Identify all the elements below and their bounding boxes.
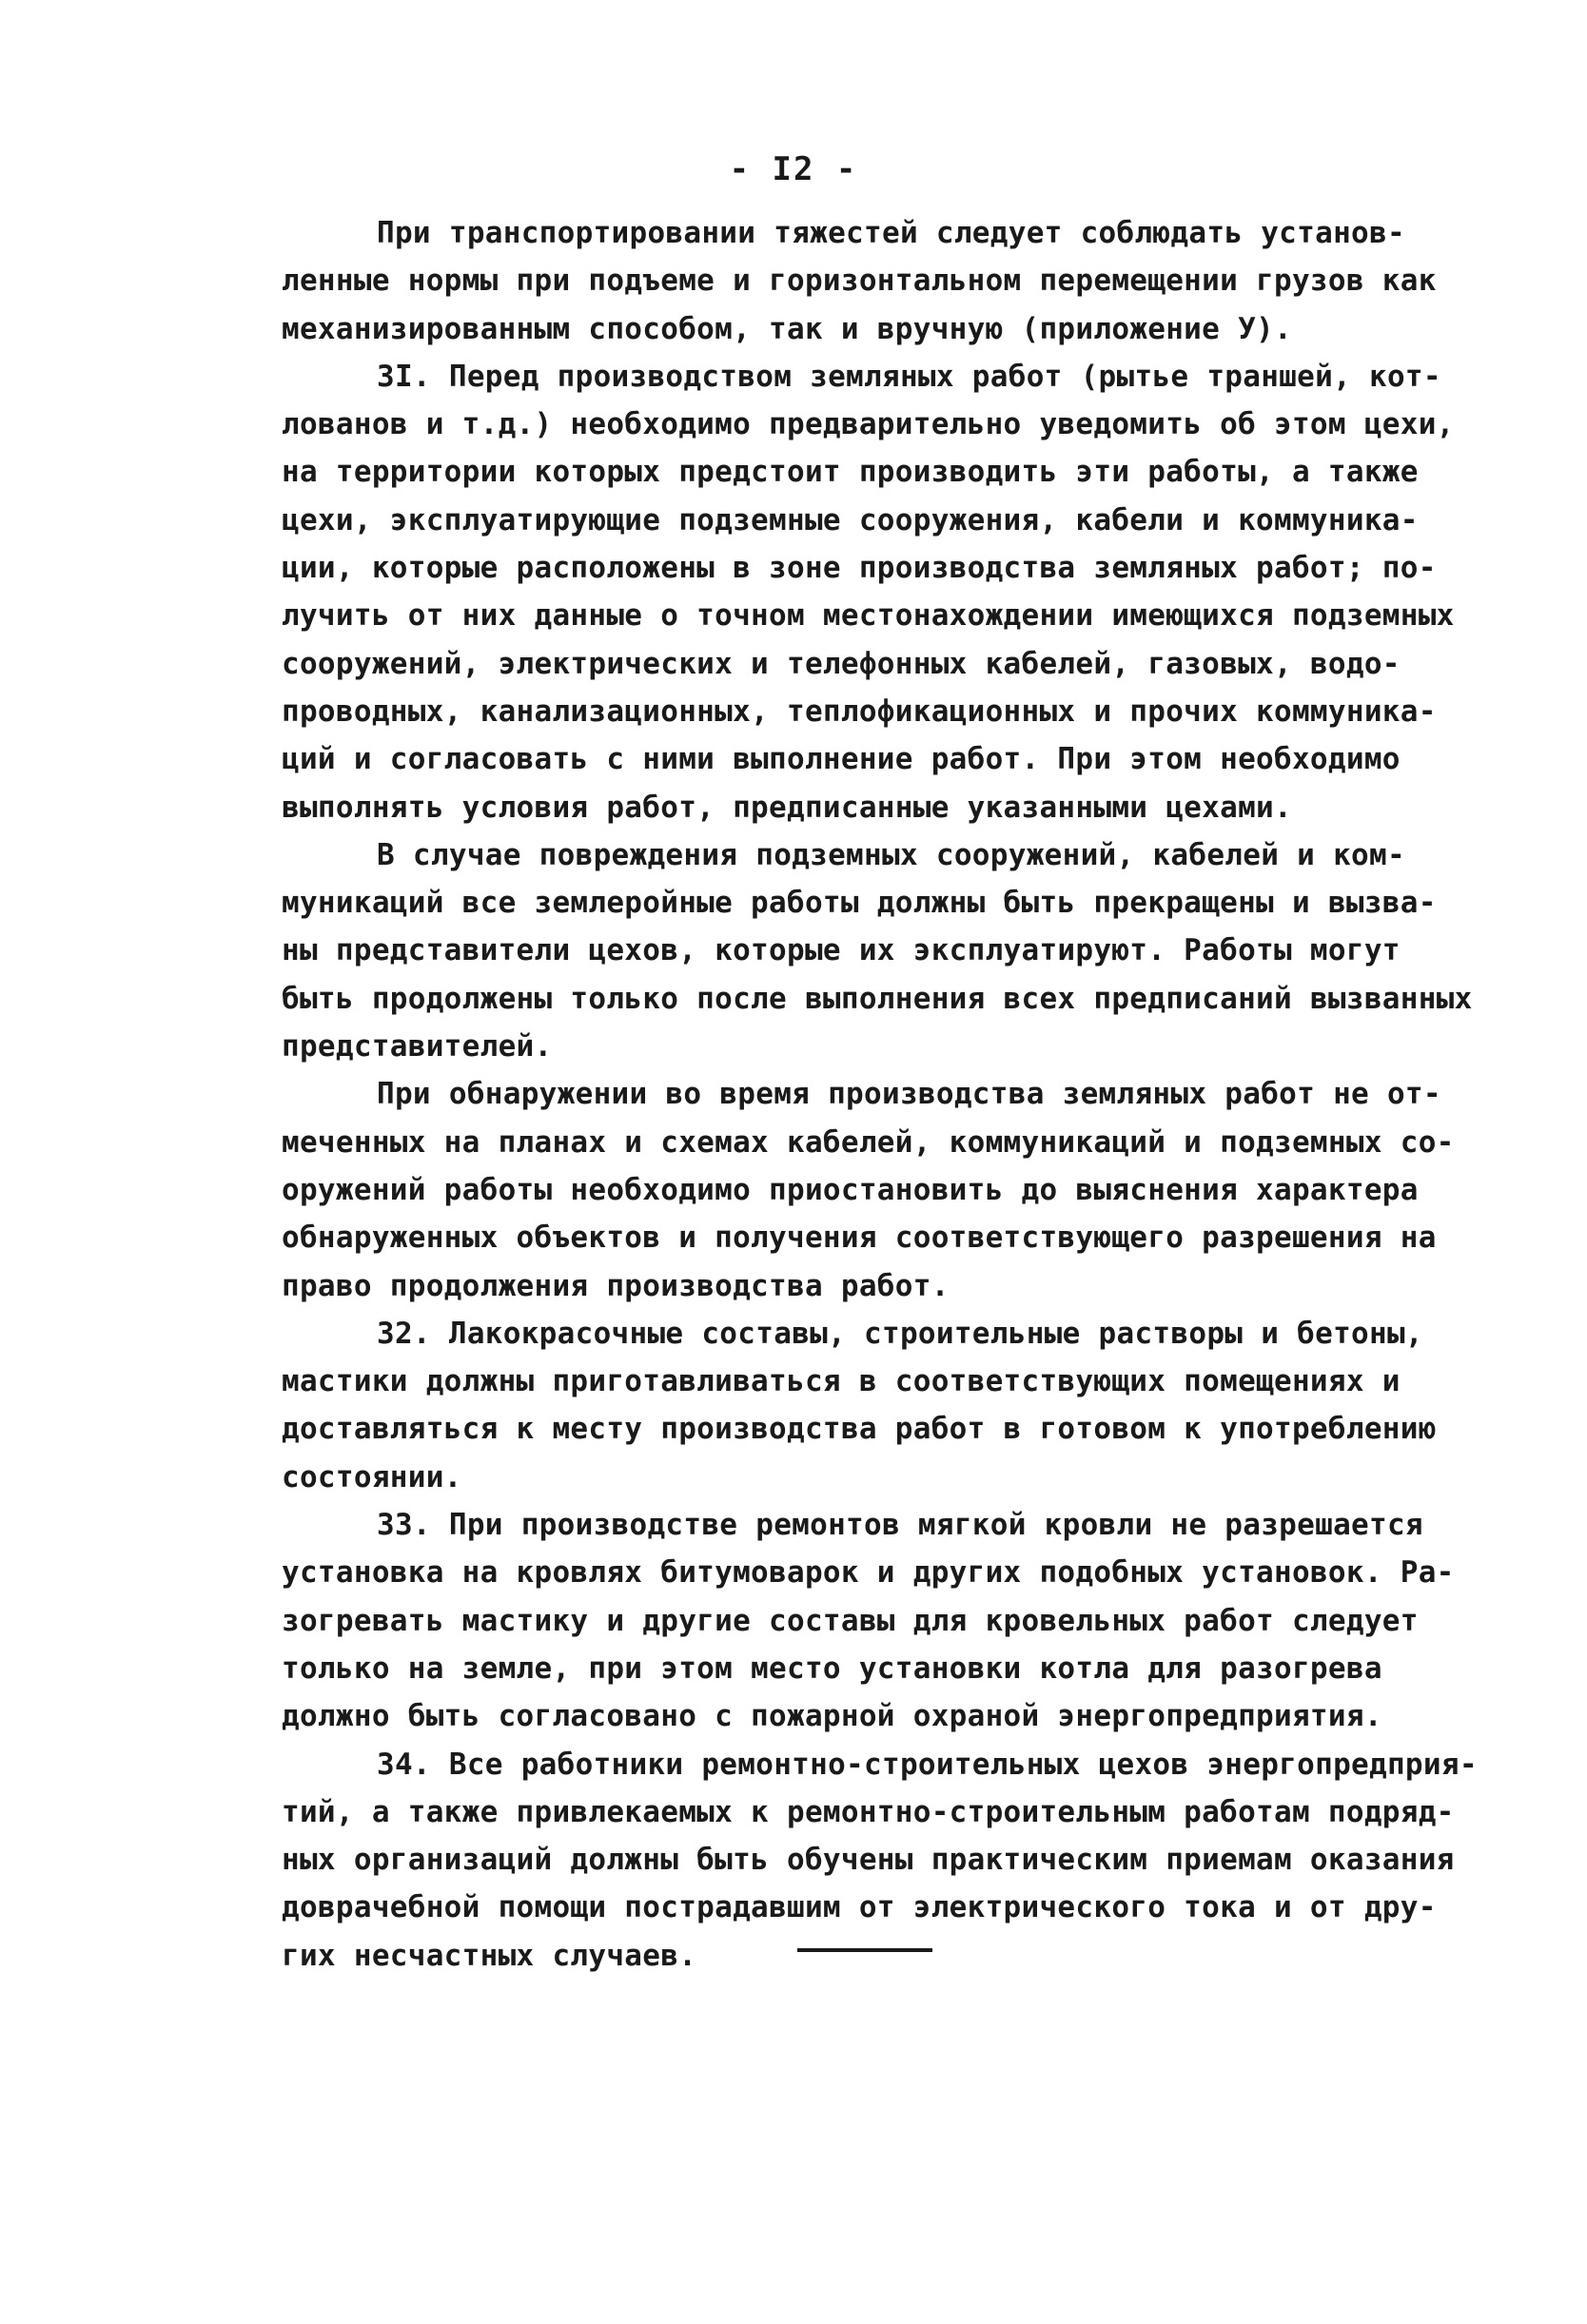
text-line: ных организаций должны быть обучены практическим приемам оказания (282, 1843, 1455, 1878)
text-line: При транспортировании тяжестей следует соблюдать установ- (377, 216, 1405, 250)
text-line: гих несчастных случаев. (282, 1938, 697, 1973)
text-line: право продолжения производства работ. (282, 1268, 950, 1303)
text-line: цехи, эксплуатирующие подземные сооружения, кабели и коммуника- (282, 502, 1419, 537)
text-line: обнаруженных объектов и получения соответствующего разрешения на (282, 1221, 1437, 1256)
text-line: состоянии. (282, 1459, 462, 1494)
text-line: 34. Все работники ремонтно-строительных цехов энергопредприя- (377, 1747, 1478, 1782)
text-line: выполнять условия работ, предписанные указанными цехами. (282, 790, 1292, 825)
text-line: проводных, канализационных, теплофикационных и прочих коммуника- (282, 693, 1437, 729)
text-line: 3I. Перед производством земляных работ (рытье траншей, кот- (377, 359, 1441, 394)
text-line: должно быть согласовано с пожарной охраной энергопредприятия. (282, 1699, 1382, 1734)
text-line: доврачебной помощи пострадавшим от электрического тока и от дру- (282, 1890, 1437, 1925)
text-line: 33. При производстве ремонтов мягкой кровли не разрешается (377, 1508, 1423, 1543)
text-line: При обнаружении во время производства земляных работ не от- (377, 1077, 1441, 1112)
end-rule (797, 1948, 932, 1952)
text-line: В случае повреждения подземных сооружений, кабелей и ком- (377, 837, 1405, 872)
text-line: быть продолжены только после выполнения всех предписаний вызванных (282, 981, 1473, 1016)
text-line: механизированным способом, так и вручную (приложение У). (282, 311, 1292, 346)
text-line: ленные нормы при подъеме и горизонтальном перемещении грузов как (282, 264, 1437, 299)
page-number: - I2 - (729, 150, 858, 188)
text-line: на территории которых предстоит производить эти работы, а также (282, 455, 1419, 490)
text-line: сооружений, электрических и телефонных кабелей, газовых, водо- (282, 646, 1401, 681)
text-line: меченных на планах и схемах кабелей, коммуникаций и подземных со- (282, 1124, 1455, 1160)
text-line: 32. Лакокрасочные составы, строительные растворы и бетоны, (377, 1316, 1423, 1351)
text-line: установка на кровлях битумоварок и других подобных установок. Ра- (282, 1555, 1455, 1591)
text-line: мастики должны приготавливаться в соответствующих помещениях и (282, 1364, 1401, 1399)
text-line: ции, которые расположены в зоне производства земляных работ; по- (282, 551, 1437, 586)
text-line: муникаций все землеройные работы должны быть прекращены и вызва- (282, 886, 1437, 921)
text-line: оружений работы необходимо приостановить до выяснения характера (282, 1172, 1419, 1207)
text-line: ны представители цехов, которые их эксплуатируют. Работы могут (282, 933, 1401, 968)
text-line: только на земле, при этом место установки котла для разогрева (282, 1650, 1382, 1686)
text-line: представителей. (282, 1029, 553, 1064)
text-line: тий, а также привлекаемых к ремонтно-строительным работам подряд- (282, 1794, 1455, 1829)
text-line: доставляться к месту производства работ в готовом к употреблению (282, 1412, 1437, 1447)
text-line: лованов и т.д.) необходимо предварительно уведомить об этом цехи, (282, 407, 1455, 442)
text-line: зогревать мастику и другие составы для кровельных работ следует (282, 1603, 1419, 1638)
text-line: лучить от них данные о точном местонахождении имеющихся подземных (282, 598, 1455, 634)
body-text (282, 209, 1480, 1980)
text-line: ций и согласовать с ними выполнение работ. При этом необходимо (282, 742, 1401, 777)
